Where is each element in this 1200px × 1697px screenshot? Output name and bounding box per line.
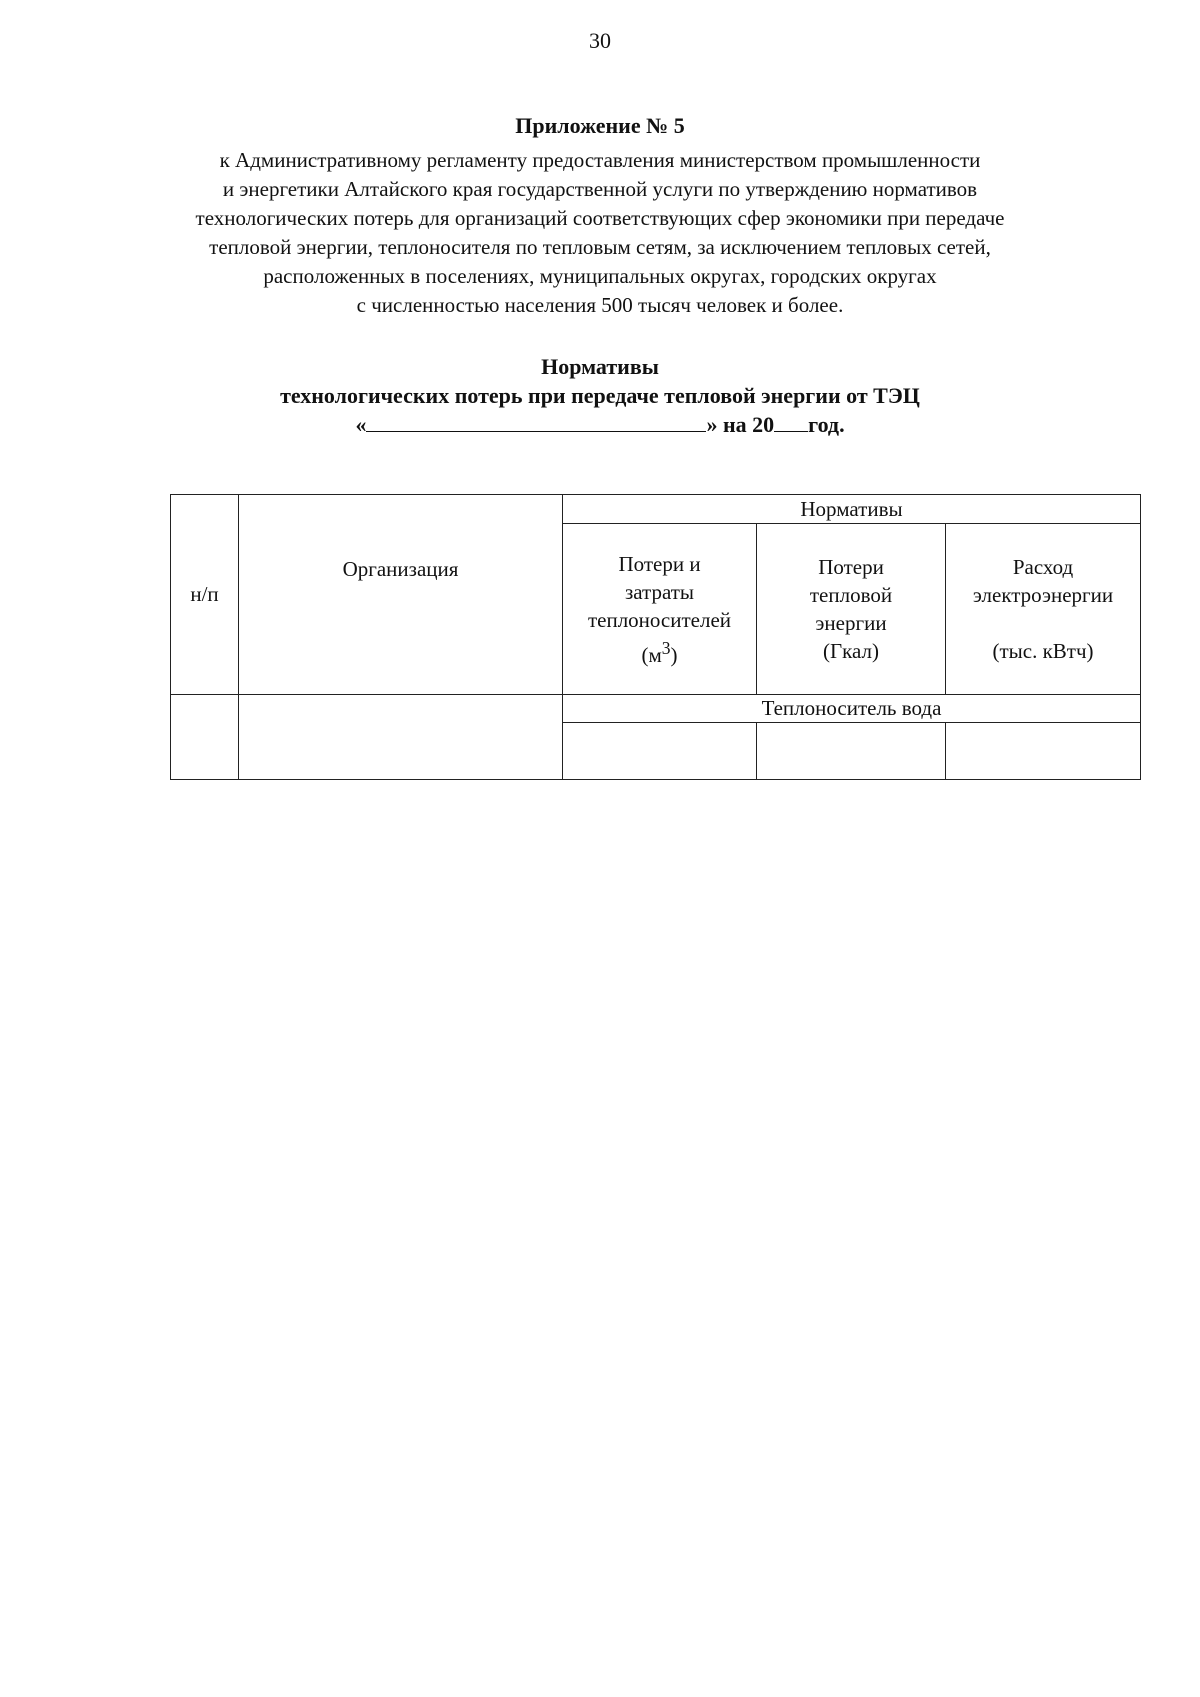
header-heat-unit: (Гкал) <box>823 639 879 663</box>
unit-base: (м <box>641 642 662 667</box>
open-quote: « <box>355 412 367 437</box>
table-header-row <box>171 495 1141 524</box>
year-blank <box>774 413 808 432</box>
header-losses-line: затраты <box>624 579 695 604</box>
appendix-line: расположенных в поселениях, муниципальных округах, городских округах <box>263 264 937 288</box>
header-np: н/п <box>171 495 239 695</box>
page-number: 30 <box>589 28 611 53</box>
heat-value-cell <box>757 722 946 779</box>
norms-table <box>170 494 1141 780</box>
header-losses-line: Потери и <box>618 551 701 576</box>
header-heat-line: энергии <box>815 611 887 635</box>
appendix-line: к Административному регламенту предоставления министерством промышленности <box>219 148 981 172</box>
header-power <box>946 524 1141 695</box>
header-heat-losses <box>757 524 946 695</box>
header-losses-line: теплоносителей <box>587 607 732 632</box>
heat-carrier-label: Теплоноситель вода <box>563 695 1141 723</box>
appendix-header <box>160 112 1040 320</box>
appendix-line: с численностью населения 500 тысяч человек и более. <box>356 293 844 317</box>
norms-title-line1: Нормативы <box>541 354 659 379</box>
header-organization: Организация <box>239 495 563 695</box>
losses-value-cell <box>563 722 757 779</box>
header-heat-line: Потери <box>818 555 884 579</box>
norms-title-line3 <box>160 410 1040 439</box>
header-power-line: электроэнергии <box>972 583 1114 607</box>
np-cell-empty <box>171 695 239 780</box>
header-heat-line: тепловой <box>809 583 893 607</box>
close-quote-year: » на 20 <box>706 412 775 437</box>
appendix-line: и энергетики Алтайского края государственной услуги по утверждению нормативов <box>222 177 978 201</box>
header-losses-unit <box>563 634 756 669</box>
unit-superscript: 3 <box>661 637 671 658</box>
year-suffix: год. <box>808 412 845 437</box>
header-power-unit: (тыс. кВтч) <box>992 639 1094 663</box>
appendix-line: тепловой энергии, теплоносителя по тепловым сетям, за исключением тепловых сетей, <box>209 235 991 259</box>
appendix-title: Приложение № 5 <box>515 113 685 138</box>
power-value-cell <box>946 722 1141 779</box>
organization-cell-empty <box>239 695 563 780</box>
header-power-line: Расход <box>1012 555 1074 579</box>
table-row <box>171 695 1141 723</box>
norms-title <box>160 352 1040 439</box>
organization-blank <box>366 413 706 432</box>
appendix-line: технологических потерь для организаций соответствующих сфер экономики при передаче <box>195 206 1005 230</box>
header-losses <box>563 524 757 695</box>
norms-title-line2: технологических потерь при передаче тепловой энергии от ТЭЦ <box>280 383 920 408</box>
header-norms-group: Нормативы <box>563 495 1141 524</box>
unit-close: ) <box>670 642 678 667</box>
